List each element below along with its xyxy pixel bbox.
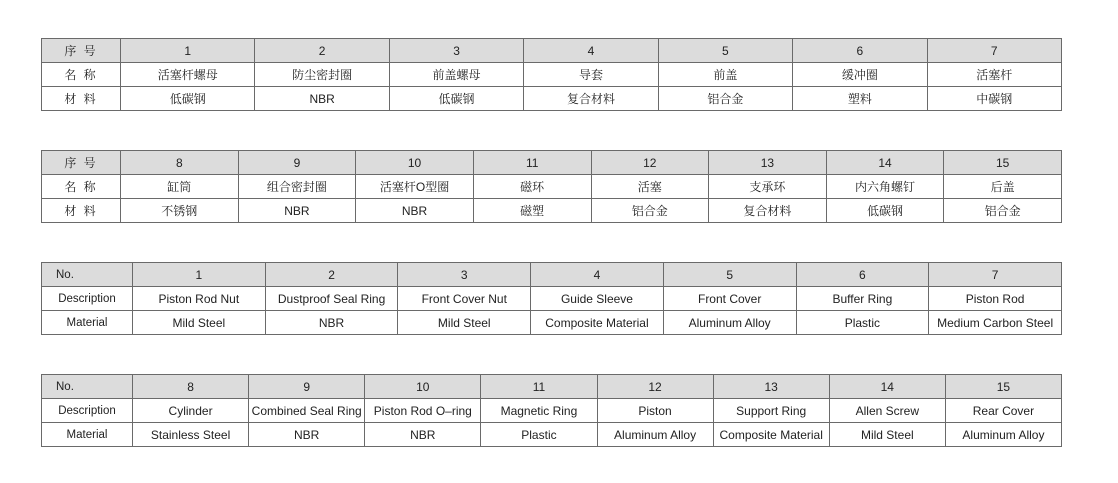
parts-table-en-2 bbox=[41, 374, 1062, 447]
cell-name: Support Ring bbox=[713, 399, 829, 423]
cell-number: 5 bbox=[658, 39, 792, 63]
cell-material: NBR bbox=[356, 199, 474, 223]
cell-number: 2 bbox=[255, 39, 389, 63]
row-name bbox=[42, 287, 1062, 311]
cell-name: Dustproof Seal Ring bbox=[265, 287, 398, 311]
label-material: Material bbox=[42, 423, 133, 447]
cell-name: Combined Seal Ring bbox=[249, 399, 365, 423]
cell-material: 铝合金 bbox=[944, 199, 1062, 223]
cell-number: 11 bbox=[481, 375, 597, 399]
cell-number: 1 bbox=[133, 263, 266, 287]
cell-name: Front Cover bbox=[663, 287, 796, 311]
cell-number: 3 bbox=[389, 39, 523, 63]
cell-name: 后盖 bbox=[944, 175, 1062, 199]
cell-name: 活塞杆 bbox=[927, 63, 1061, 87]
row-material bbox=[42, 311, 1062, 335]
cell-material: Aluminum Alloy bbox=[945, 423, 1061, 447]
cell-material: Aluminum Alloy bbox=[663, 311, 796, 335]
cell-material: Mild Steel bbox=[133, 311, 266, 335]
cell-name: Piston Rod Nut bbox=[133, 287, 266, 311]
cell-name: 磁环 bbox=[473, 175, 591, 199]
cell-number: 6 bbox=[796, 263, 929, 287]
parts-table-cn-1 bbox=[41, 38, 1062, 111]
cell-material: 低碳钢 bbox=[121, 87, 255, 111]
cell-number: 1 bbox=[121, 39, 255, 63]
cell-name: Piston bbox=[597, 399, 713, 423]
cell-number: 9 bbox=[238, 151, 356, 175]
cell-material: NBR bbox=[365, 423, 481, 447]
cell-name: Buffer Ring bbox=[796, 287, 929, 311]
row-number bbox=[42, 39, 1062, 63]
cell-name: 活塞杆螺母 bbox=[121, 63, 255, 87]
cell-number: 4 bbox=[531, 263, 664, 287]
parts-table-cn-2 bbox=[41, 150, 1062, 223]
label-number: No. bbox=[42, 375, 133, 399]
cell-name: 组合密封圈 bbox=[238, 175, 356, 199]
cell-number: 13 bbox=[709, 151, 827, 175]
cell-material: NBR bbox=[255, 87, 389, 111]
cell-number: 12 bbox=[591, 151, 709, 175]
cell-material: NBR bbox=[249, 423, 365, 447]
cell-material: 磁塑 bbox=[473, 199, 591, 223]
cell-number: 15 bbox=[945, 375, 1061, 399]
cell-name: 支承环 bbox=[709, 175, 827, 199]
cell-name: Piston Rod bbox=[929, 287, 1062, 311]
cell-number: 12 bbox=[597, 375, 713, 399]
cell-name: Rear Cover bbox=[945, 399, 1061, 423]
cell-number: 8 bbox=[121, 151, 239, 175]
label-number: 序 号 bbox=[42, 151, 121, 175]
cell-material: 低碳钢 bbox=[389, 87, 523, 111]
cell-name: Guide Sleeve bbox=[531, 287, 664, 311]
label-material: 材 料 bbox=[42, 87, 121, 111]
label-material: Material bbox=[42, 311, 133, 335]
cell-number: 14 bbox=[826, 151, 944, 175]
cell-name: 缓冲圈 bbox=[793, 63, 927, 87]
cell-number: 11 bbox=[473, 151, 591, 175]
row-material bbox=[42, 423, 1062, 447]
label-number: No. bbox=[42, 263, 133, 287]
cell-material: 铝合金 bbox=[658, 87, 792, 111]
cell-material: Mild Steel bbox=[398, 311, 531, 335]
cell-number: 4 bbox=[524, 39, 658, 63]
cell-name: Front Cover Nut bbox=[398, 287, 531, 311]
cell-material: 铝合金 bbox=[591, 199, 709, 223]
cell-number: 2 bbox=[265, 263, 398, 287]
cell-material: 复合材料 bbox=[524, 87, 658, 111]
cell-material: Plastic bbox=[481, 423, 597, 447]
row-name bbox=[42, 175, 1062, 199]
cell-number: 8 bbox=[133, 375, 249, 399]
cell-number: 10 bbox=[365, 375, 481, 399]
cell-name: 防尘密封圈 bbox=[255, 63, 389, 87]
row-number bbox=[42, 375, 1062, 399]
cell-number: 7 bbox=[927, 39, 1061, 63]
cell-number: 13 bbox=[713, 375, 829, 399]
cell-name: Magnetic Ring bbox=[481, 399, 597, 423]
label-number: 序 号 bbox=[42, 39, 121, 63]
cell-name: 缸筒 bbox=[121, 175, 239, 199]
cell-name: 内六角螺钉 bbox=[826, 175, 944, 199]
cell-material: Aluminum Alloy bbox=[597, 423, 713, 447]
cell-number: 15 bbox=[944, 151, 1062, 175]
cell-material: Plastic bbox=[796, 311, 929, 335]
cell-number: 14 bbox=[829, 375, 945, 399]
cell-number: 7 bbox=[929, 263, 1062, 287]
cell-number: 10 bbox=[356, 151, 474, 175]
cell-material: 复合材料 bbox=[709, 199, 827, 223]
row-number bbox=[42, 263, 1062, 287]
cell-material: Stainless Steel bbox=[133, 423, 249, 447]
row-material bbox=[42, 199, 1062, 223]
cell-material: 中碳钢 bbox=[927, 87, 1061, 111]
cell-name: Piston Rod O–ring bbox=[365, 399, 481, 423]
cell-name: 活塞 bbox=[591, 175, 709, 199]
cell-material: 塑料 bbox=[793, 87, 927, 111]
parts-table-en-1 bbox=[41, 262, 1062, 335]
row-material bbox=[42, 87, 1062, 111]
cell-name: Cylinder bbox=[133, 399, 249, 423]
cell-number: 9 bbox=[249, 375, 365, 399]
cell-number: 3 bbox=[398, 263, 531, 287]
cell-material: NBR bbox=[238, 199, 356, 223]
cell-material: 低碳钢 bbox=[826, 199, 944, 223]
row-number bbox=[42, 151, 1062, 175]
label-material: 材 料 bbox=[42, 199, 121, 223]
cell-number: 6 bbox=[793, 39, 927, 63]
label-name: Description bbox=[42, 287, 133, 311]
row-name bbox=[42, 399, 1062, 423]
label-name: 名 称 bbox=[42, 175, 121, 199]
label-name: 名 称 bbox=[42, 63, 121, 87]
cell-material: Medium Carbon Steel bbox=[929, 311, 1062, 335]
cell-number: 5 bbox=[663, 263, 796, 287]
row-name bbox=[42, 63, 1062, 87]
cell-name: 活塞杆O型圈 bbox=[356, 175, 474, 199]
cell-name: 前盖螺母 bbox=[389, 63, 523, 87]
cell-name: 前盖 bbox=[658, 63, 792, 87]
cell-name: Allen Screw bbox=[829, 399, 945, 423]
cell-material: 不锈钢 bbox=[121, 199, 239, 223]
cell-material: Composite Material bbox=[713, 423, 829, 447]
cell-material: Composite Material bbox=[531, 311, 664, 335]
cell-name: 导套 bbox=[524, 63, 658, 87]
label-name: Description bbox=[42, 399, 133, 423]
cell-material: NBR bbox=[265, 311, 398, 335]
cell-material: Mild Steel bbox=[829, 423, 945, 447]
